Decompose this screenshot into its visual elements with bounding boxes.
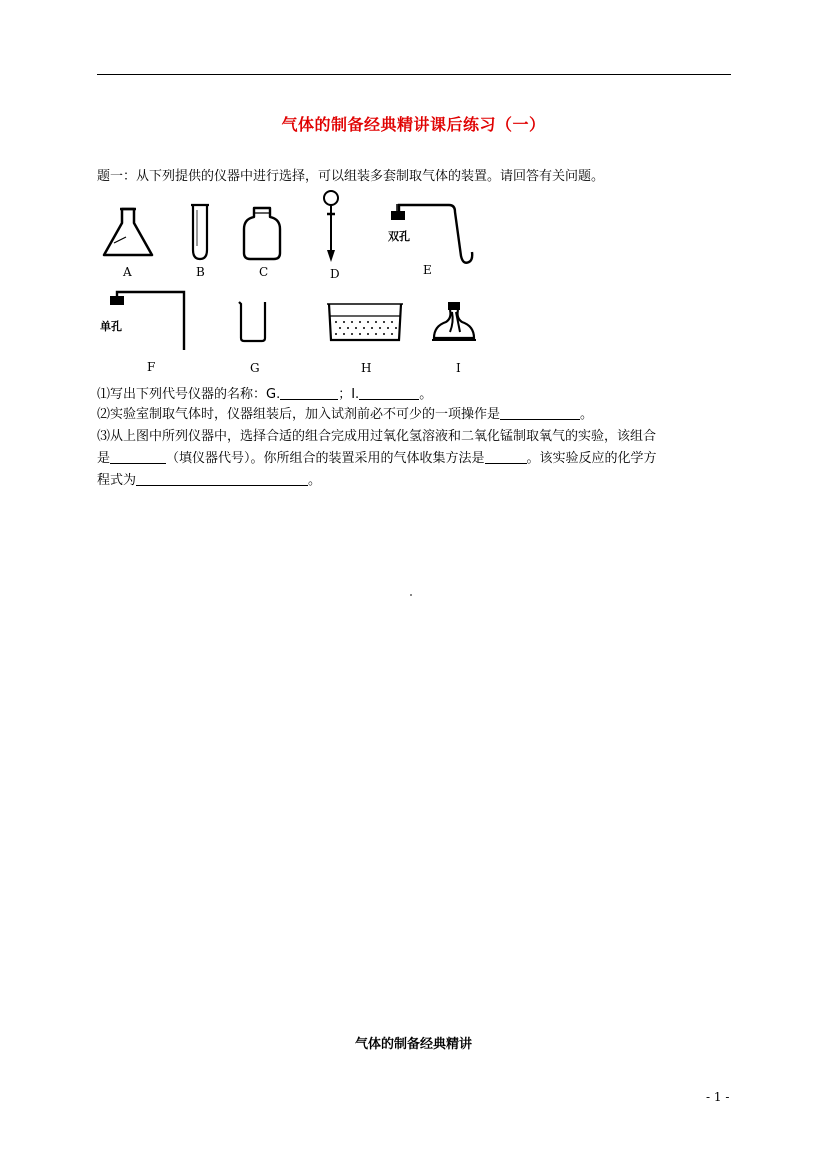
page-title: 气体的制备经典精讲课后练习（一）	[281, 115, 546, 134]
apparatus-label-f: F	[147, 360, 156, 374]
combustion-spoon-icon	[318, 190, 344, 266]
apparatus-label-g: G	[250, 361, 260, 375]
apparatus-label-i: I	[456, 361, 461, 375]
sub-question-3-line-3: 程式为 。	[97, 473, 322, 488]
sub-question-3-line-2: 是 （填仪器代号）。你所组合的装置采用的气体收集方法是 。该实验反应的化学方	[97, 451, 657, 466]
stray-mark	[410, 594, 412, 596]
water-trough-icon	[326, 298, 404, 346]
answer-blank-equation[interactable]	[136, 471, 308, 486]
apparatus-label-e: E	[423, 263, 432, 277]
wide-mouth-bottle-icon	[241, 205, 283, 261]
apparatus-label-b: B	[196, 265, 205, 279]
single-hole-stopper-icon	[100, 288, 192, 352]
sub-question-2: ⑵实验室制取气体时，仪器组装后，加入试剂前必不可少的一项操作是 。	[97, 407, 594, 422]
answer-blank-i[interactable]	[359, 385, 419, 400]
beaker-icon	[235, 298, 271, 344]
stopper-tag-single: 单孔	[100, 320, 122, 333]
alcohol-lamp-icon	[430, 296, 478, 346]
answer-blank-combination[interactable]	[110, 449, 166, 464]
apparatus-label-d: D	[330, 267, 340, 281]
answer-blank-g[interactable]	[280, 385, 338, 400]
double-hole-stopper-icon	[385, 198, 475, 270]
apparatus-label-a: A	[123, 265, 132, 279]
answer-blank-operation[interactable]	[500, 405, 580, 420]
apparatus-label-h: H	[361, 361, 372, 375]
page-number: - 1 -	[706, 1090, 730, 1104]
footer-title: 气体的制备经典精讲	[354, 1037, 472, 1052]
sub-question-3-line-1: ⑶从上图中所列仪器中，选择合适的组合完成用过氧化氢溶液和二氧化锰制取氧气的实验，该组合	[97, 429, 657, 444]
header-rule	[97, 74, 731, 75]
test-tube-icon	[188, 202, 212, 262]
stopper-tag-double: 双孔	[388, 230, 410, 243]
conical-flask-icon	[100, 205, 156, 261]
question-intro: 题一：从下列提供的仪器中进行选择，可以组装多套制取气体的装置。请回答有关问题。	[97, 169, 605, 184]
sub-question-1: ⑴写出下列代号仪器的名称：G. ；I. 。	[97, 387, 433, 402]
answer-blank-collection[interactable]	[485, 449, 527, 464]
apparatus-label-c: C	[259, 265, 269, 279]
